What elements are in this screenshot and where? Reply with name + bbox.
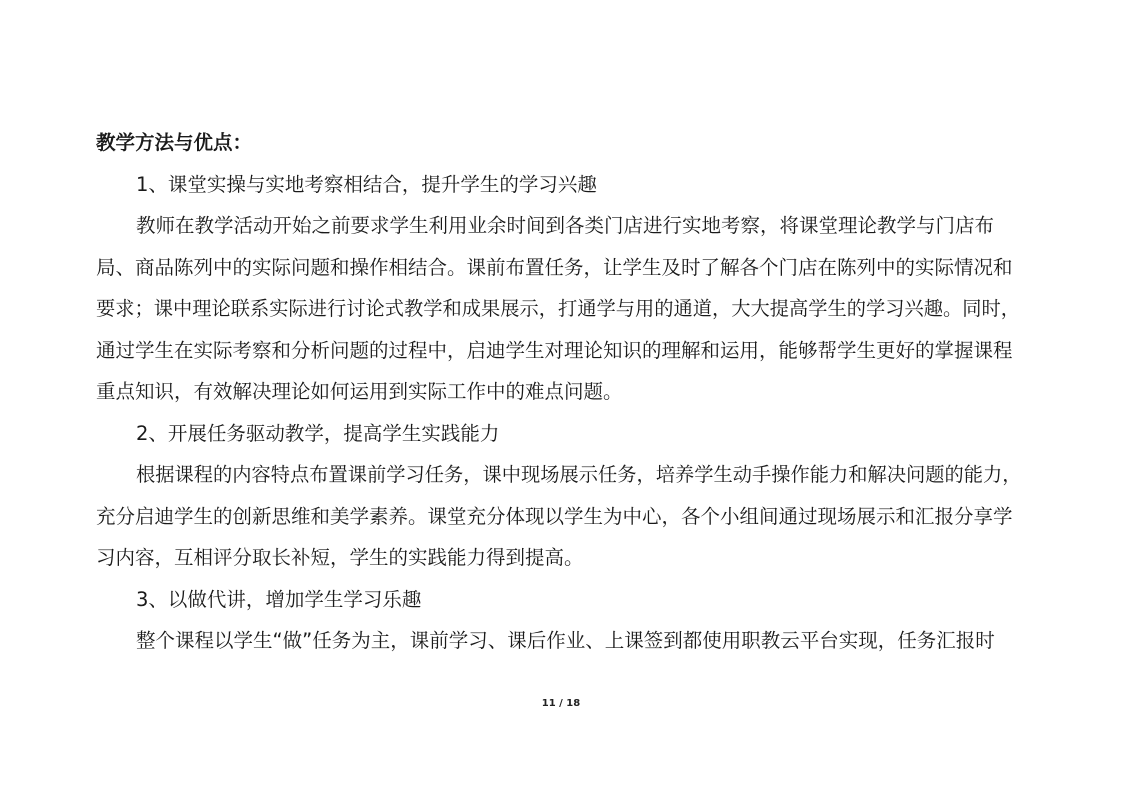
subsection-title-1: 1、课堂实操与实地考察相结合，提升学生的学习兴趣 — [136, 172, 597, 196]
section-heading: 教学方法与优点： — [96, 131, 253, 154]
paragraph-line: 教师在教学活动开始之前要求学生利用业余时间到各类门店进行实地考察，将课堂理论教学与门店布 — [136, 214, 995, 237]
paragraph-line: 要求；课中理论联系实际进行讨论式教学和成果展示，打通学与用的通道，大大提高学生的学习兴趣。同时， — [96, 297, 1020, 320]
paragraph-line: 根据课程的内容特点布置课前学习任务，课中现场展示任务，培养学生动手操作能力和解决问题的能力， — [136, 463, 1022, 486]
paragraph-line: 整个课程以学生“做”任务为主，课前学习、课后作业、上课签到都使用职教云平台实现，任务汇报时 — [136, 629, 995, 652]
document-body — [96, 122, 1028, 662]
page-number: 11 / 18 — [541, 698, 581, 709]
subsection-title-2: 2、开展任务驱动教学，提高学生实践能力 — [136, 421, 500, 445]
paragraph-line: 通过学生在实际考察和分析问题的过程中，启迪学生对理论知识的理解和运用，能够帮学生更好的掌握课程 — [96, 338, 1013, 362]
subsection-title-3: 3、以做代讲，增加学生学习乐趣 — [136, 587, 422, 611]
paragraph-line: 充分启迪学生的创新思维和美学素养。课堂充分体现以学生为中心，各个小组间通过现场展示和汇报分享学 — [96, 504, 1013, 528]
paragraph-line: 重点知识，有效解决理论如何运用到实际工作中的难点问题。 — [96, 380, 623, 403]
paragraph-line: 习内容，互相评分取长补短，学生的实践能力得到提高。 — [96, 546, 584, 569]
paragraph-line: 局、商品陈列中的实际问题和操作相结合。课前布置任务，让学生及时了解各个门店在陈列中的实际情况和 — [96, 255, 1013, 279]
